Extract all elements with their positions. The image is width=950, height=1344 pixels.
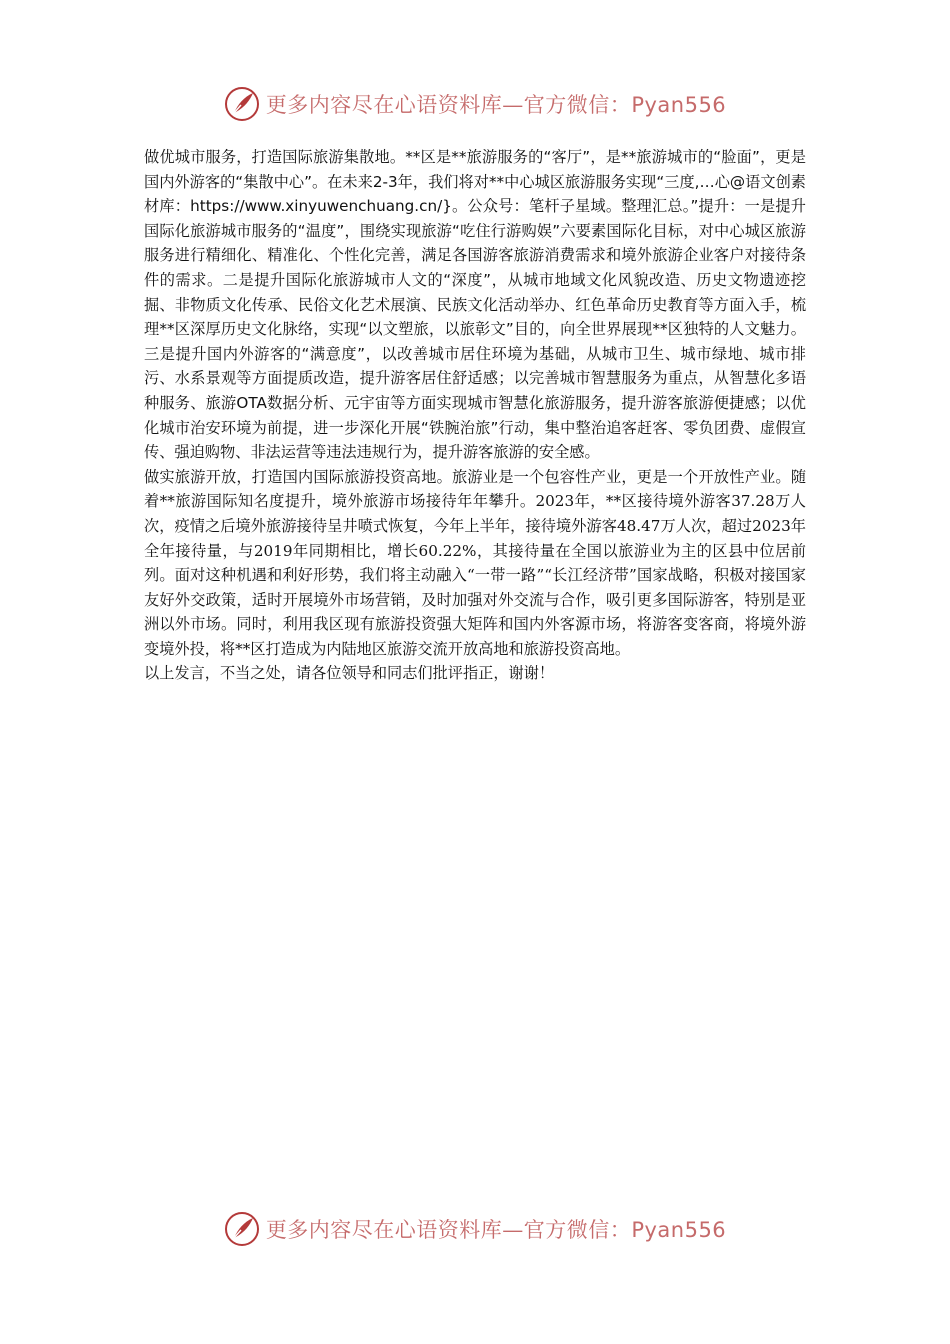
footer-watermark-banner (0, 1209, 950, 1249)
paragraph-closing: 以上发言，不当之处，请各位领导和同志们批评指正，谢谢！ (144, 664, 555, 683)
header-watermark-banner (0, 84, 950, 124)
document-body (144, 145, 806, 686)
feather-pen-logo-icon (224, 86, 260, 122)
feather-pen-logo-icon (224, 1211, 260, 1247)
paragraph-tourism-opening: 做实旅游开放，打造国内国际旅游投资高地。旅游业是一个包容性产业，更是一个开放性产业。随着**旅游国际知名度提升，境外旅游市场接待年年攀升。2023年，**区接待境外游客37.28万人次，疫情之后境外旅游接待呈井喷式恢复，今年上半年，接待境外游客48.47万人次，超过2023年全年接待量，与2019年同期相比，增长60.22%，其接待量在全国以旅游业为主的区县中位居前列。面对这种机遇和利好形势，我们将主动融入“一带一路”“长江经济带”国家战略，积极对接国家友好外交政策，适时开展境外市场营销，及时加强对外交流与合作，吸引更多国际游客，特别是亚洲以外市场。同时，利用我区现有旅游投资强大矩阵和国内外客源市场，将游客变客商，将境外游变境外投，将**区打造成为内陆地区旅游交流开放高地和旅游投资高地。 (144, 467, 806, 658)
watermark-text: 更多内容尽在心语资料库—官方微信：Pyan556 (265, 1218, 727, 1242)
watermark-text: 更多内容尽在心语资料库—官方微信：Pyan556 (265, 93, 727, 117)
paragraph-city-services: 做优城市服务，打造国际旅游集散地。**区是**旅游服务的“客厅”，是**旅游城市的“脸面”，更是国内外游客的“集散中心”。在未来2-3年，我们将对**中心城区旅游服务实现“三度,…心@语文创素材库：https://www.xinyuwenchuang.cn/}。公众号：笔杆子星域。整理汇总。”提升：一是提升国际化旅游城市服务的“温度”，围绕实现旅游“吃住行游购娱”六要素国际化目标，对中心城区旅游服务进行精细化、精准化、个性化完善，满足各国游客旅游消费需求和境外旅游企业客户对接待条件的需求。二是提升国际化旅游城市人文的“深度”，从城市地域文化风貌改造、历史文物遗迹挖掘、非物质文化传承、民俗文化艺术展演、民族文化活动举办、红色革命历史教育等方面入手，梳理**区深厚历史文化脉络，实现“以文塑旅，以旅彰文”目的，向全世界展现**区独特的人文魅力。三是提升国内外游客的“满意度”，以改善城市居住环境为基础，从城市卫生、城市绿地、城市排污、水系景观等方面提质改造，提升游客居住舒适感；以完善城市智慧服务为重点，从智慧化多语种服务、旅游OTA数据分析、元宇宙等方面实现城市智慧化旅游服务，提升游客旅游便捷感；以优化城市治安环境为前提，进一步深化开展“铁腕治旅”行动，集中整治追客赶客、零负团费、虚假宣传、强迫购物、非法运营等违法违规行为，提升游客旅游的安全感。 (144, 148, 806, 462)
